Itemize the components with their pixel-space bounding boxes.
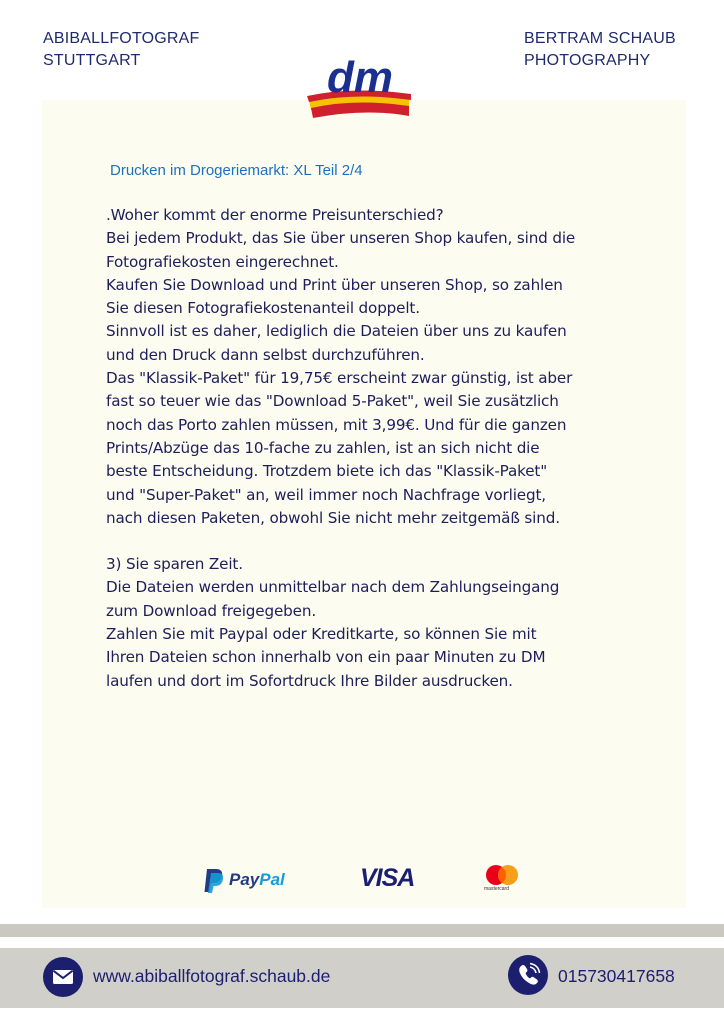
p1-line: Kaufen Sie Download und Print über unseren Shop, so zahlen bbox=[106, 275, 563, 294]
header-right bbox=[524, 28, 676, 72]
mastercard-icon bbox=[480, 864, 524, 888]
p1-line: und "Super-Paket" an, weil immer noch Nachfrage vorliegt, bbox=[106, 485, 546, 504]
p1-line: fast so teuer wie das "Download 5-Paket", weil Sie zusätzlich bbox=[106, 392, 559, 411]
page-subtitle: Drucken im Drogeriemarkt: XL Teil 2/4 bbox=[110, 162, 363, 179]
paragraph-gap bbox=[106, 530, 646, 553]
mail-icon[interactable] bbox=[43, 957, 83, 997]
p1-line: Prints/Abzüge das 10-fache zu zahlen, ist an sich nicht die bbox=[106, 438, 540, 457]
paypal-wordmark bbox=[229, 870, 285, 890]
p2-line: laufen und dort im Sofortdruck Ihre Bilder ausdrucken. bbox=[106, 671, 513, 690]
body-text bbox=[106, 204, 646, 693]
dm-logo bbox=[305, 50, 417, 122]
mastercard-logo bbox=[480, 864, 524, 896]
p1-line: nach diesen Paketen, obwohl Sie nicht mehr zeitgemäß sind. bbox=[106, 508, 560, 527]
p1-line: Sie diesen Fotografiekostenanteil doppelt. bbox=[106, 299, 420, 318]
header-right-line1: BERTRAM SCHAUB bbox=[524, 30, 676, 47]
footer-divider-band bbox=[0, 924, 724, 937]
paypal-part1: Pay bbox=[229, 870, 260, 889]
p2-heading: 3) Sie sparen Zeit. bbox=[106, 555, 243, 574]
paypal-logo bbox=[203, 866, 303, 896]
p1-line: beste Entscheidung. Trotzdem biete ich das "Klassik-Paket" bbox=[106, 462, 548, 481]
dm-logo-text: dm bbox=[327, 53, 393, 102]
p1-line: Fotografiekosten eingerechnet. bbox=[106, 252, 339, 271]
p2-line: Ihren Dateien schon innerhalb von ein paar Minuten zu DM bbox=[106, 648, 546, 667]
phone-icon[interactable] bbox=[508, 955, 548, 995]
header-left-line2: STUTTGART bbox=[43, 52, 141, 69]
p1-line: Das "Klassik-Paket" für 19,75€ erscheint zwar günstig, ist aber bbox=[106, 369, 573, 388]
phone-number[interactable]: 015730417658 bbox=[558, 966, 675, 986]
mastercard-wordmark: mastercard bbox=[484, 886, 510, 892]
paypal-icon bbox=[203, 868, 225, 894]
p1-line: und den Druck dann selbst durchzuführen. bbox=[106, 345, 425, 364]
p1-line: .Woher kommt der enorme Preisunterschied? bbox=[106, 206, 444, 224]
p2-line: zum Download freigegeben. bbox=[106, 601, 317, 620]
p2-line: Die Dateien werden unmittelbar nach dem Zahlungseingang bbox=[106, 578, 560, 597]
header-left bbox=[43, 28, 200, 72]
header-right-line2: PHOTOGRAPHY bbox=[524, 52, 651, 69]
p1-line: Bei jedem Produkt, das Sie über unseren Shop kaufen, sind die bbox=[106, 229, 576, 248]
header-left-line1: ABIBALLFOTOGRAF bbox=[43, 30, 200, 47]
p2-line: Zahlen Sie mit Paypal oder Kreditkarte, so können Sie mit bbox=[106, 625, 537, 644]
paypal-part2: Pal bbox=[259, 870, 285, 889]
visa-logo: VISA bbox=[360, 864, 415, 892]
p1-line: noch das Porto zahlen müssen, mit 3,99€. Und für die ganzen bbox=[106, 415, 567, 434]
website-link[interactable]: www.abiballfotograf.schaub.de bbox=[93, 966, 331, 986]
p1-line: Sinnvoll ist es daher, lediglich die Dateien über uns zu kaufen bbox=[106, 322, 567, 341]
